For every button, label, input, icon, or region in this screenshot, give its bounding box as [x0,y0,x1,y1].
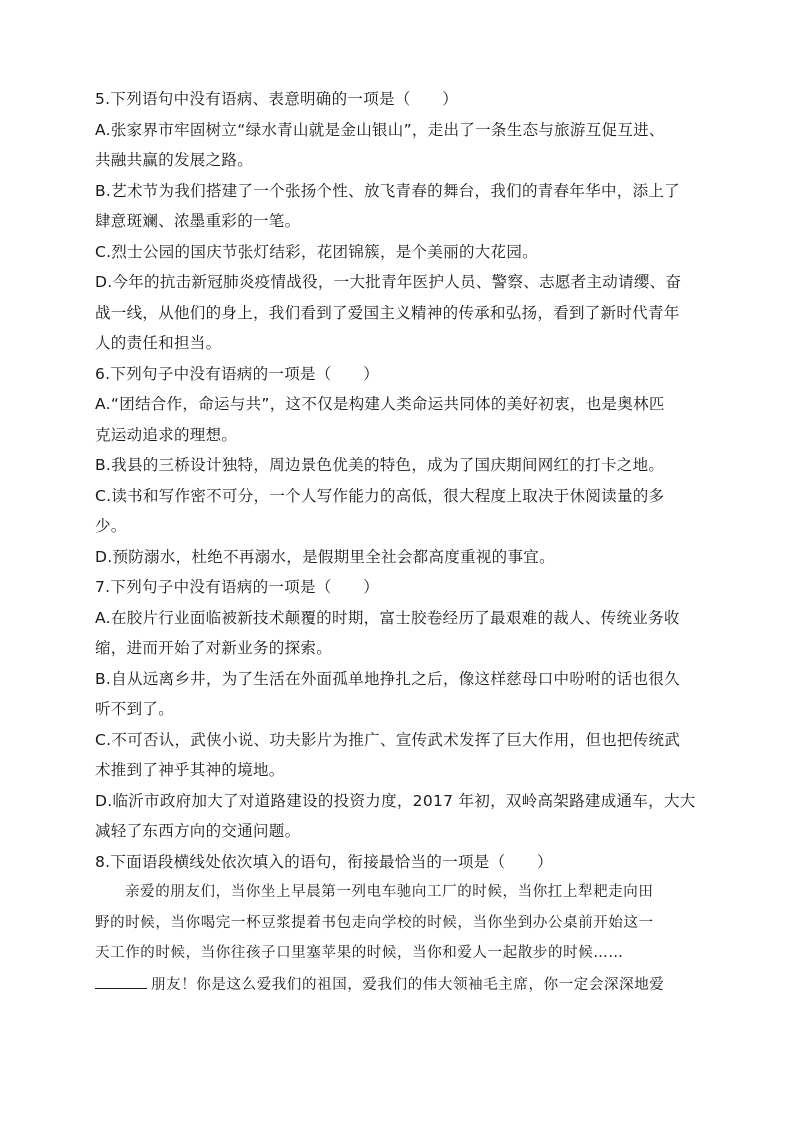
q5-option-d-line-2: 战一线，从他们的身上，我们看到了爱国主义精神的传承和弘扬，看到了新时代青年 [95,303,680,322]
question-7-stem: 7.下列句子中没有语病的一项是（ ） [95,578,379,596]
q7-option-b-line-1: B.自从远离乡井，为了生活在外面孤单地挣扎之后，像这样慈母口中吩咐的话也很久 [95,669,680,688]
q6-option-a-line-2: 克运动追求的理想。 [95,425,238,444]
q5-option-d-line-3: 人的责任和担当。 [95,334,222,352]
q7-option-d-line-2: 减轻了东西方向的交通问题。 [95,822,301,840]
passage-line-2: 野的时候，当你喝完一杯豆浆提着书包走向学校的时候，当你坐到办公桌前开始这一 [95,914,654,931]
q7-option-c-line-2: 术推到了神乎其神的境地。 [95,761,285,779]
q7-option-a-line-1: A.在胶片行业面临被新技术颠覆的时期，富士胶卷经历了最艰难的裁人、传统业务收 [95,608,680,627]
passage-line-4-text: 朋友！你是这么爱我们的祖国，爱我们的伟大领袖毛主席，你一定会深深地爱 [151,976,665,993]
q5-option-a-line-1: A.张家界市牢固树立“绿水青山就是金山银山”，走出了一条生态与旅游互促互进、 [95,120,665,139]
question-8-stem: 8.下面语段横线处依次填入的语句，衔接最恰当的一项是（ ） [95,852,553,871]
q6-option-b-line-1: B.我县的三桥设计独特，周边景色优美的特色，成为了国庆期间网红的打卡之地。 [95,456,665,474]
q6-option-c-line-1: C.读书和写作密不可分，一个人写作能力的高低，很大程度上取决于休阅读量的多 [95,486,665,505]
q5-option-a-line-2: 共融共赢的发展之路。 [95,151,254,169]
passage-line-1: 亲爱的朋友们，当你坐上早晨第一列电车驰向工厂的时候，当你扛上犁耙走向田 [125,884,654,900]
q7-option-c-line-1: C.不可否认，武侠小说、功夫影片为推广、宣传武术发挥了巨大作用，但也把传统武 [95,730,681,749]
question-5-stem: 5.下列语句中没有语病、表意明确的一项是（ ） [95,90,458,108]
question-list [95,89,701,1004]
q5-option-b-line-2: 肆意斑斓、浓墨重彩的一笔。 [95,212,301,230]
question-6-stem: 6.下列句子中没有语病的一项是（ ） [95,364,379,383]
q5-option-b-line-1: B.艺术节为我们搭建了一个张扬个性、放飞青春的舞台，我们的青春年华中，添上了 [95,181,680,200]
q5-option-d-line-1: D.今年的抗击新冠肺炎疫情战役，一大批青年医护人员、警察、志愿者主动请缨、奋 [95,273,682,291]
q7-option-b-line-2: 听不到了。 [95,700,175,718]
passage-line-3: 天工作的时候，当你往孩子口里塞苹果的时候，当你和爱人一起散步的时候…… [95,945,624,961]
q7-option-a-line-2: 缩，进而开始了对新业务的探索。 [95,639,333,657]
q6-option-a-line-1: A.“团结合作，命运与共”，这不仅是构建人类命运共同体的美好初衷，也是奥林匹 [95,395,665,413]
q6-option-d-line-1: D.预防溺水，杜绝不再溺水，是假期里全社会都高度重视的事宜。 [95,547,555,566]
q6-option-c-line-2: 少。 [95,517,127,535]
passage-line-4 [95,974,701,994]
q5-option-c-line-1: C.烈士公园的国庆节张灯结彩，花团锦簇，是个美丽的大花园。 [95,242,538,261]
q7-option-d-line-1: D.临沂市政府加大了对道路建设的投资力度，2017 年初，双岭高架路建成通车，大大 [95,791,696,810]
fill-in-blank [95,974,147,989]
